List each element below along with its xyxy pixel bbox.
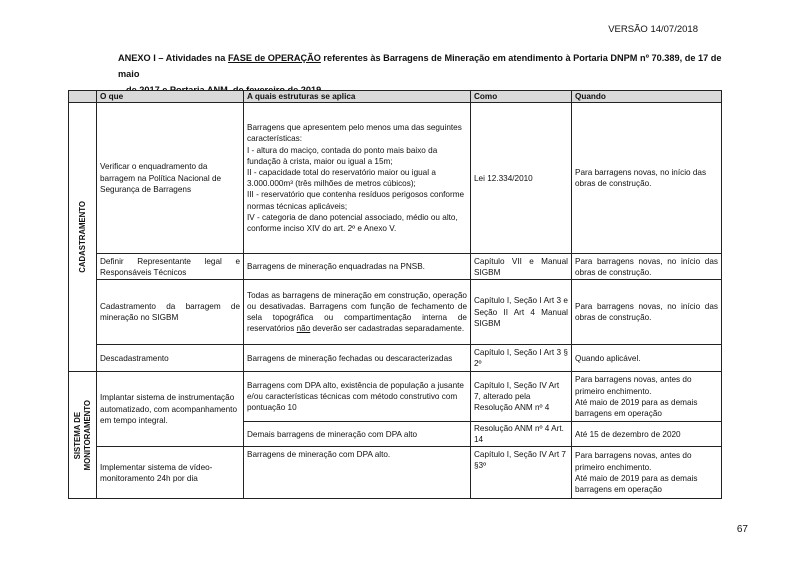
page-number: 67	[736, 524, 748, 535]
cell-applies: Barragens com DPA alto, existência de população a jusante e/ou características técnicas com método construtivo com pontuação 10	[244, 372, 471, 422]
table-row	[69, 345, 722, 372]
cell-applies: Todas as barragens de mineração em construção, operação ou desativadas. Barragens com função de fechamento de sela topográfica ou compartimentação interna de reservatórios não deverão ser cadastradas separadamente.	[244, 280, 471, 345]
cell-what: Verificar o enquadramento da barragem na Política Nacional de Segurança de Barragens	[97, 103, 244, 254]
document-title: ANEXO I – Atividades na FASE de OPERAÇÃO referentes às Barragens de Mineração em atendimento à Portaria DNPM nº 70.389, de 17 de maio	[118, 50, 738, 98]
cell-how: Lei 12.334/2010	[471, 103, 572, 254]
cell-what: Descadastramento	[97, 345, 244, 372]
cell-applies: Demais barragens de mineração com DPA alto	[244, 422, 471, 447]
title-underlined: FASE de OPERAÇÃO	[227, 53, 321, 63]
table-row	[69, 254, 722, 280]
header-blank	[69, 91, 97, 103]
cell-when: Quando aplicável.	[572, 345, 722, 372]
cell-what: Cadastramento da barragem de mineração no SIGBM	[97, 280, 244, 345]
table-row	[69, 447, 722, 499]
table-row	[69, 280, 722, 345]
version-label: VERSÃO 14/07/2018	[608, 24, 698, 35]
cell-applies: Barragens que apresentem pelo menos uma das seguintes características: I - altura do maciço, contada do ponto mais baixo da fundação à crista, maior ou igual a 15m; II - capacidade total do reservatório maior ou igual a 3.000.000m³ (três milhões de metros cúbicos); III - reservatório que contenha resíduos perigosos conforme normas técnicas aplicáveis; IV - categoria de dano potencial associado, médio ou alto, conforme inciso XIV do art. 2º e Anexo V.	[244, 103, 471, 254]
cell-how: Resolução ANM nº 4 Art. 14	[471, 422, 572, 447]
cell-when: Para barragens novas, no início das obras de construção.	[572, 280, 722, 345]
section-label: SISTEMA DE MONITORAMENTO	[72, 400, 92, 471]
cell-when: Para barragens novas, no início das obras de construção.	[572, 103, 722, 254]
header-when: Quando	[572, 91, 722, 103]
header-applies: A quais estruturas se aplica	[244, 91, 471, 103]
cell-what: Definir Representante legal e Responsáveis Técnicos	[97, 254, 244, 280]
cell-when: Para barragens novas, antes do primeiro enchimento. Até maio de 2019 para as demais barragens em operação	[572, 447, 722, 499]
header-how: Como	[471, 91, 572, 103]
cell-how: Capítulo I, Seção IV Art 7 §3º	[471, 447, 572, 499]
section-label: CADASTRAMENTO	[77, 201, 87, 274]
cell-when: Para barragens novas, no início das obras de construção.	[572, 254, 722, 280]
cell-how: Capítulo I, Seção I Art 3 § 2º	[471, 345, 572, 372]
section-sistema-monitoramento	[69, 372, 97, 499]
cell-what: Implementar sistema de vídeo-monitoramento 24h por dia	[97, 447, 244, 499]
table-row	[69, 372, 722, 422]
cell-what: Implantar sistema de instrumentação automatizado, com acompanhamento em tempo integral.	[97, 372, 244, 447]
header-what: O que	[97, 91, 244, 103]
cell-when: Até 15 de dezembro de 2020	[572, 422, 722, 447]
cell-how: Capítulo VII e Manual SIGBM	[471, 254, 572, 280]
cell-applies: Barragens de mineração fechadas ou descaracterizadas	[244, 345, 471, 372]
cell-applies: Barragens de mineração enquadradas na PNSB.	[244, 254, 471, 280]
activities-table	[68, 90, 722, 499]
table-row	[69, 103, 722, 254]
cell-how: Capítulo I, Seção I Art 3 e Seção II Art 4 Manual SIGBM	[471, 280, 572, 345]
cell-applies: Barragens de mineração com DPA alto.	[244, 447, 471, 499]
cell-when: Para barragens novas, antes do primeiro enchimento. Até maio de 2019 para as demais barragens em operação	[572, 372, 722, 422]
cell-how: Capítulo I, Seção IV Art 7, alterado pela Resolução ANM nº 4	[471, 372, 572, 422]
section-cadastramento	[69, 103, 97, 372]
table-header-row	[69, 91, 722, 103]
